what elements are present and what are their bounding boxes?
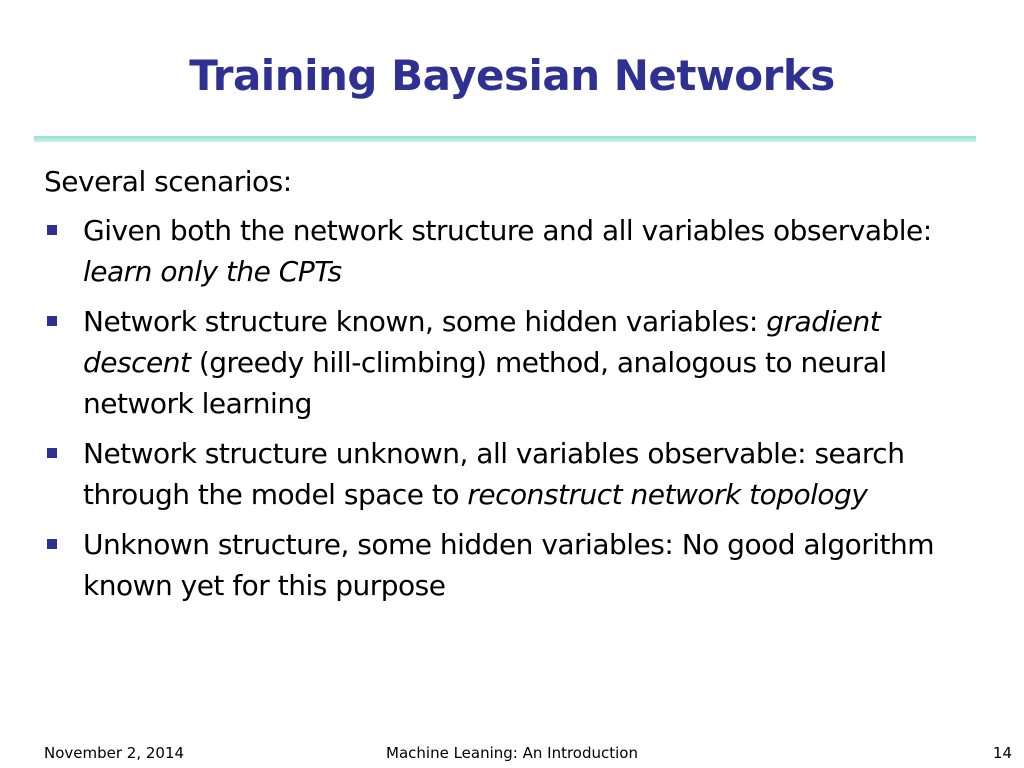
bullet-emphasis: learn only the CPTs — [83, 255, 342, 288]
footer-course-title: Machine Leaning: An Introduction — [386, 744, 638, 762]
bullet-text-segment: Unknown structure, some hidden variables: No good algorithm known yet for this purpose — [83, 528, 935, 602]
intro-text: Several scenarios: — [44, 165, 292, 198]
title-divider — [34, 136, 976, 142]
square-bullet-icon — [47, 316, 57, 326]
bullet-text-segment: (greedy hill-climbing) method, analogous to neural network learning — [83, 346, 887, 420]
square-bullet-icon — [47, 225, 57, 235]
bullet-emphasis: gradient descent — [83, 305, 881, 379]
bullet-item — [44, 433, 984, 515]
square-bullet-icon — [47, 539, 57, 549]
bullet-text-segment: Given both the network structure and all variables observable: — [83, 214, 932, 247]
slide-title: Training Bayesian Networks — [189, 51, 835, 100]
bullet-item — [44, 301, 984, 424]
footer-date: November 2, 2014 — [44, 744, 185, 762]
bullet-text-segment: Network structure known, some hidden variables: — [83, 305, 767, 338]
square-bullet-icon — [47, 448, 57, 458]
bullet-item — [44, 210, 984, 292]
bullet-item — [44, 524, 984, 606]
page-number: 14 — [992, 744, 1012, 762]
bullet-emphasis: reconstruct network topology — [467, 478, 868, 511]
bullet-text-segment: Network structure unknown, all variables observable: search through the model space to — [83, 437, 905, 511]
bullet-list — [44, 210, 984, 615]
